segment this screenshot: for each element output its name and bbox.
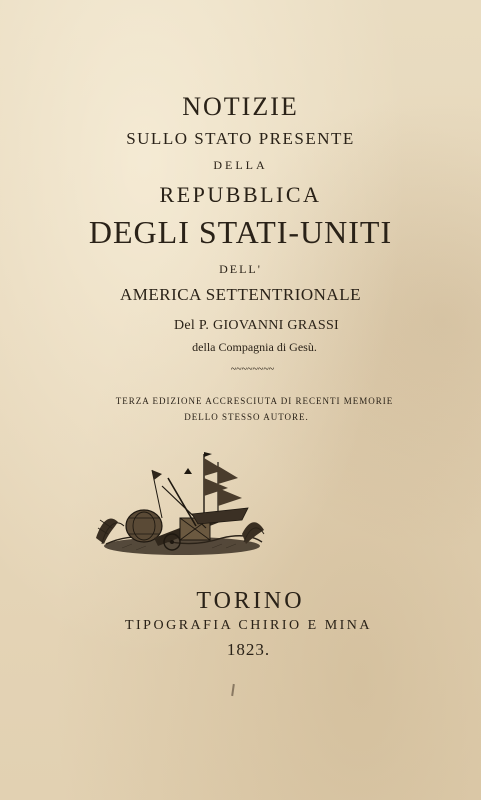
ship-and-cannon-vignette-icon [92,448,268,560]
edition-line-2: DELLO STESSO AUTORE. [184,412,309,422]
title-america-settentrionale: AMERICA SETTENTRIONALE [120,285,361,304]
society-line: della Compagnia di Gesù. [192,340,317,354]
ornamental-rule: ~~~~~~~~ [230,364,275,375]
title-della: DELLA [213,158,268,172]
title-dell: DELL' [219,262,262,276]
printer-line: TIPOGRAFIA CHIRIO E MINA [124,618,373,633]
year-line: 1823. [226,640,271,659]
author-line: Del P. GIOVANNI GRASSI [173,318,340,333]
ink-mark [231,684,235,696]
place-torino: TORINO [196,588,305,614]
title-sullo-stato-presente: SULLO STATO PRESENTE [126,129,355,148]
title-repubblica: REPUBBLICA [159,182,322,207]
edition-line-1: TERZA EDIZIONE ACCRESCIUTA DI RECENTI MEMORIE [115,396,394,406]
title-degli-stati-uniti: DEGLI STATI-UNITI [88,214,393,250]
title-notizie: NOTIZIE [182,92,299,121]
